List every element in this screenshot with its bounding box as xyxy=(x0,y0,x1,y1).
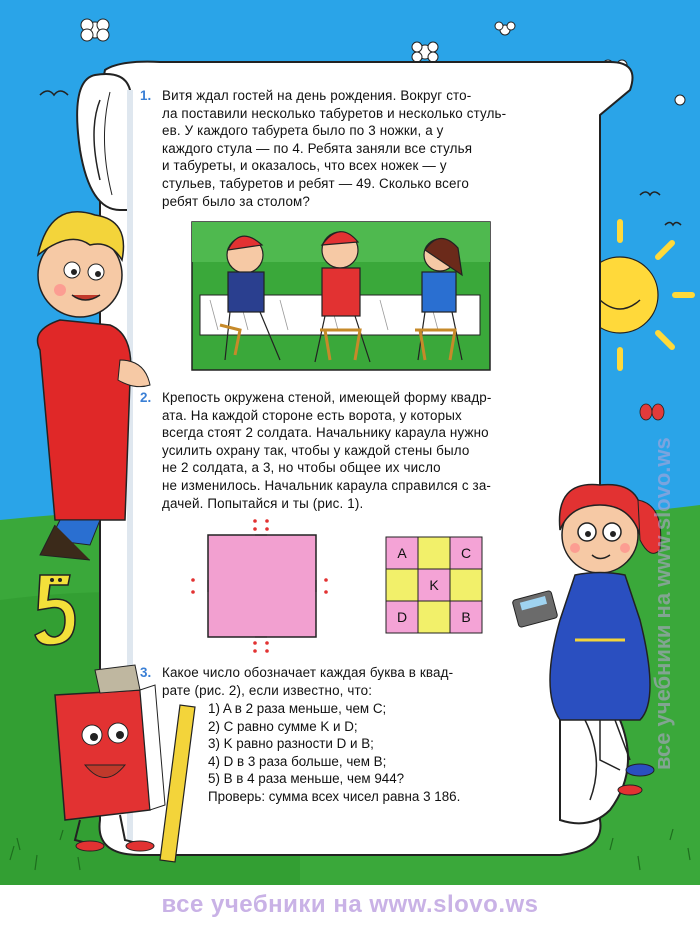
condition-4: 4) D в 3 раза больше, чем B; xyxy=(208,753,387,769)
task-1-line: ребят было за столом? xyxy=(162,193,311,209)
task-1-line: ев. У каждого табурета было по 3 ножки, а у xyxy=(162,123,444,139)
grid-cell-d: D xyxy=(396,609,408,625)
grid-cell-a: A xyxy=(397,545,407,561)
condition-5: 5) B в 4 раза меньше, чем 944? xyxy=(208,771,405,787)
task-3-number: 3. xyxy=(140,665,152,680)
condition-1: 1) A в 2 раза меньше, чем C; xyxy=(208,701,387,716)
task-1-line: Витя ждал гостей на день рождения. Вокруг сто- xyxy=(162,88,472,103)
task-1-line: ла поставили несколько табуретов и несколько стуль- xyxy=(162,105,507,121)
grid-cell-c: C xyxy=(460,545,472,561)
task-3-line: Какое число обозначает каждая буква в квад- xyxy=(162,665,454,680)
task-3-conditions xyxy=(208,700,460,806)
task-3-line: рате (рис. 2), если известно, что: xyxy=(162,682,373,698)
condition-2: 2) C равно сумме K и D; xyxy=(208,718,358,734)
task-2-number: 2. xyxy=(140,390,152,405)
task-2-line: Крепость окружена стеной, имеющей форму квадр- xyxy=(162,390,492,405)
task-2-line: дачей. Попытайся и ты (рис. 1). xyxy=(162,495,364,511)
grid-cell-b: B xyxy=(461,609,471,625)
task-1-line: стульев, табуретов и ребят — 49. Сколько всего xyxy=(162,175,469,191)
task-2-line: всегда стоят 2 солдата. Начальнику караула нужно xyxy=(162,425,489,441)
task-2-line: не 2 солдата, а 3, но чтобы общее их число xyxy=(162,460,441,476)
task-2-line: ата. На каждой стороне есть ворота, у которых xyxy=(162,407,462,423)
task-1-number: 1. xyxy=(140,88,152,103)
grid-cell-k: K xyxy=(429,577,439,593)
check-text: Проверь: сумма всех чисел равна 3 186. xyxy=(208,788,461,804)
task-1-line: каждого стула — по 4. Ребята заняли все стулья xyxy=(162,140,473,156)
task-3-text xyxy=(162,664,536,699)
task-2-text xyxy=(162,389,564,512)
task-2-line: не изменилось. Начальник караула справился с за- xyxy=(162,477,492,493)
task-1-line: и табуреты, и оказалось, что всех ножек — у xyxy=(162,158,447,174)
task-1-text xyxy=(162,87,582,210)
side-watermark: все учебники на www.slovo.ws xyxy=(650,437,675,770)
footer-watermark: все учебники на www.slovo.ws xyxy=(161,891,539,918)
task-2-line: усилить охрану так, чтобы у каждой стены было xyxy=(162,442,470,458)
condition-3: 3) K равно разности D и B; xyxy=(208,736,374,752)
